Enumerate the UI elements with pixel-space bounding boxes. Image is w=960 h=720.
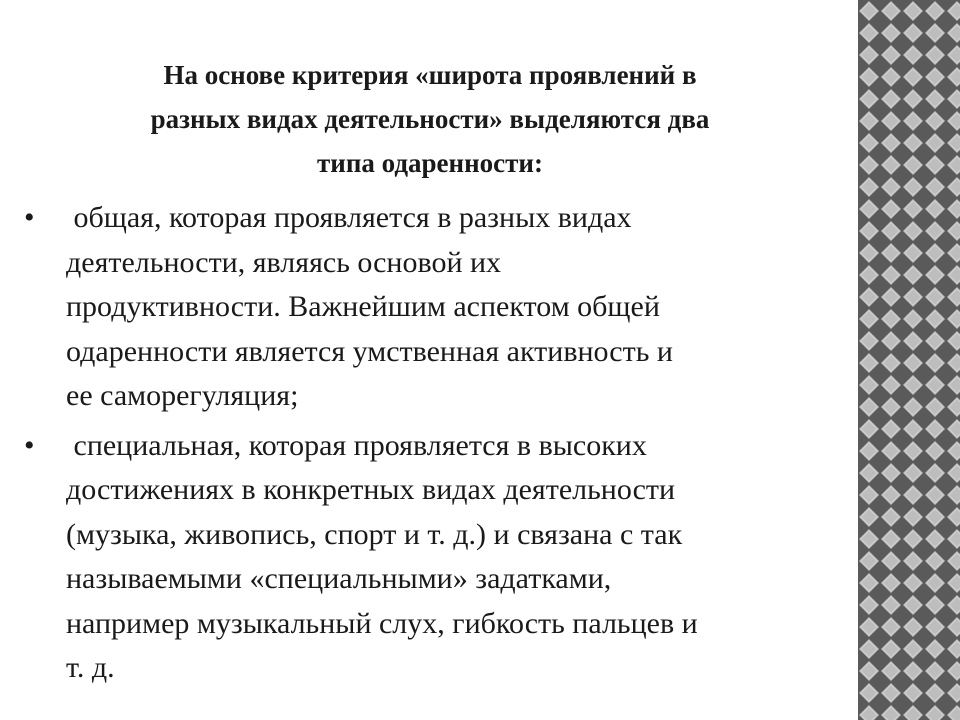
bullet-line: например музыкальный слух, гибкость пальцев и [66, 606, 698, 640]
bullet-line: деятельности, являясь основой их [66, 245, 502, 279]
bullet-line: одаренности является умственная активность и [66, 334, 673, 368]
slide-heading [20, 53, 840, 185]
heading-line: разных видах деятельности» выделяются два [150, 104, 710, 134]
pattern-fill [858, 0, 960, 720]
bullet-line: общая, которая проявляется в разных видах [66, 201, 632, 234]
bullet-line: ее саморегуляция; [66, 379, 299, 412]
bullet-text [66, 196, 858, 419]
bullet-text [66, 424, 858, 691]
bullet-list [0, 196, 858, 691]
heading-line: На основе критерия «широта проявлений в [163, 60, 697, 90]
bullet-marker: • [24, 201, 35, 234]
bullet-line: т. д. [66, 651, 115, 684]
bullet-line: продуктивности. Важнейшим аспектом общей [66, 290, 660, 323]
bullet-line: (музыка, живопись, спорт и т. д.) и связана с так [66, 517, 683, 551]
bullet-marker: • [24, 428, 35, 462]
heading-line: типа одаренности: [317, 148, 543, 178]
bullet-line: достижениях в конкретных видах деятельности [66, 473, 676, 506]
bullet-item-special [0, 424, 858, 691]
bullet-line: специальная, которая проявляется в высоких [66, 428, 647, 462]
bullet-line: называемыми «специальными» задатками, [66, 562, 612, 595]
decorative-diamond-pattern [858, 0, 960, 720]
bullet-item-general [0, 196, 858, 419]
